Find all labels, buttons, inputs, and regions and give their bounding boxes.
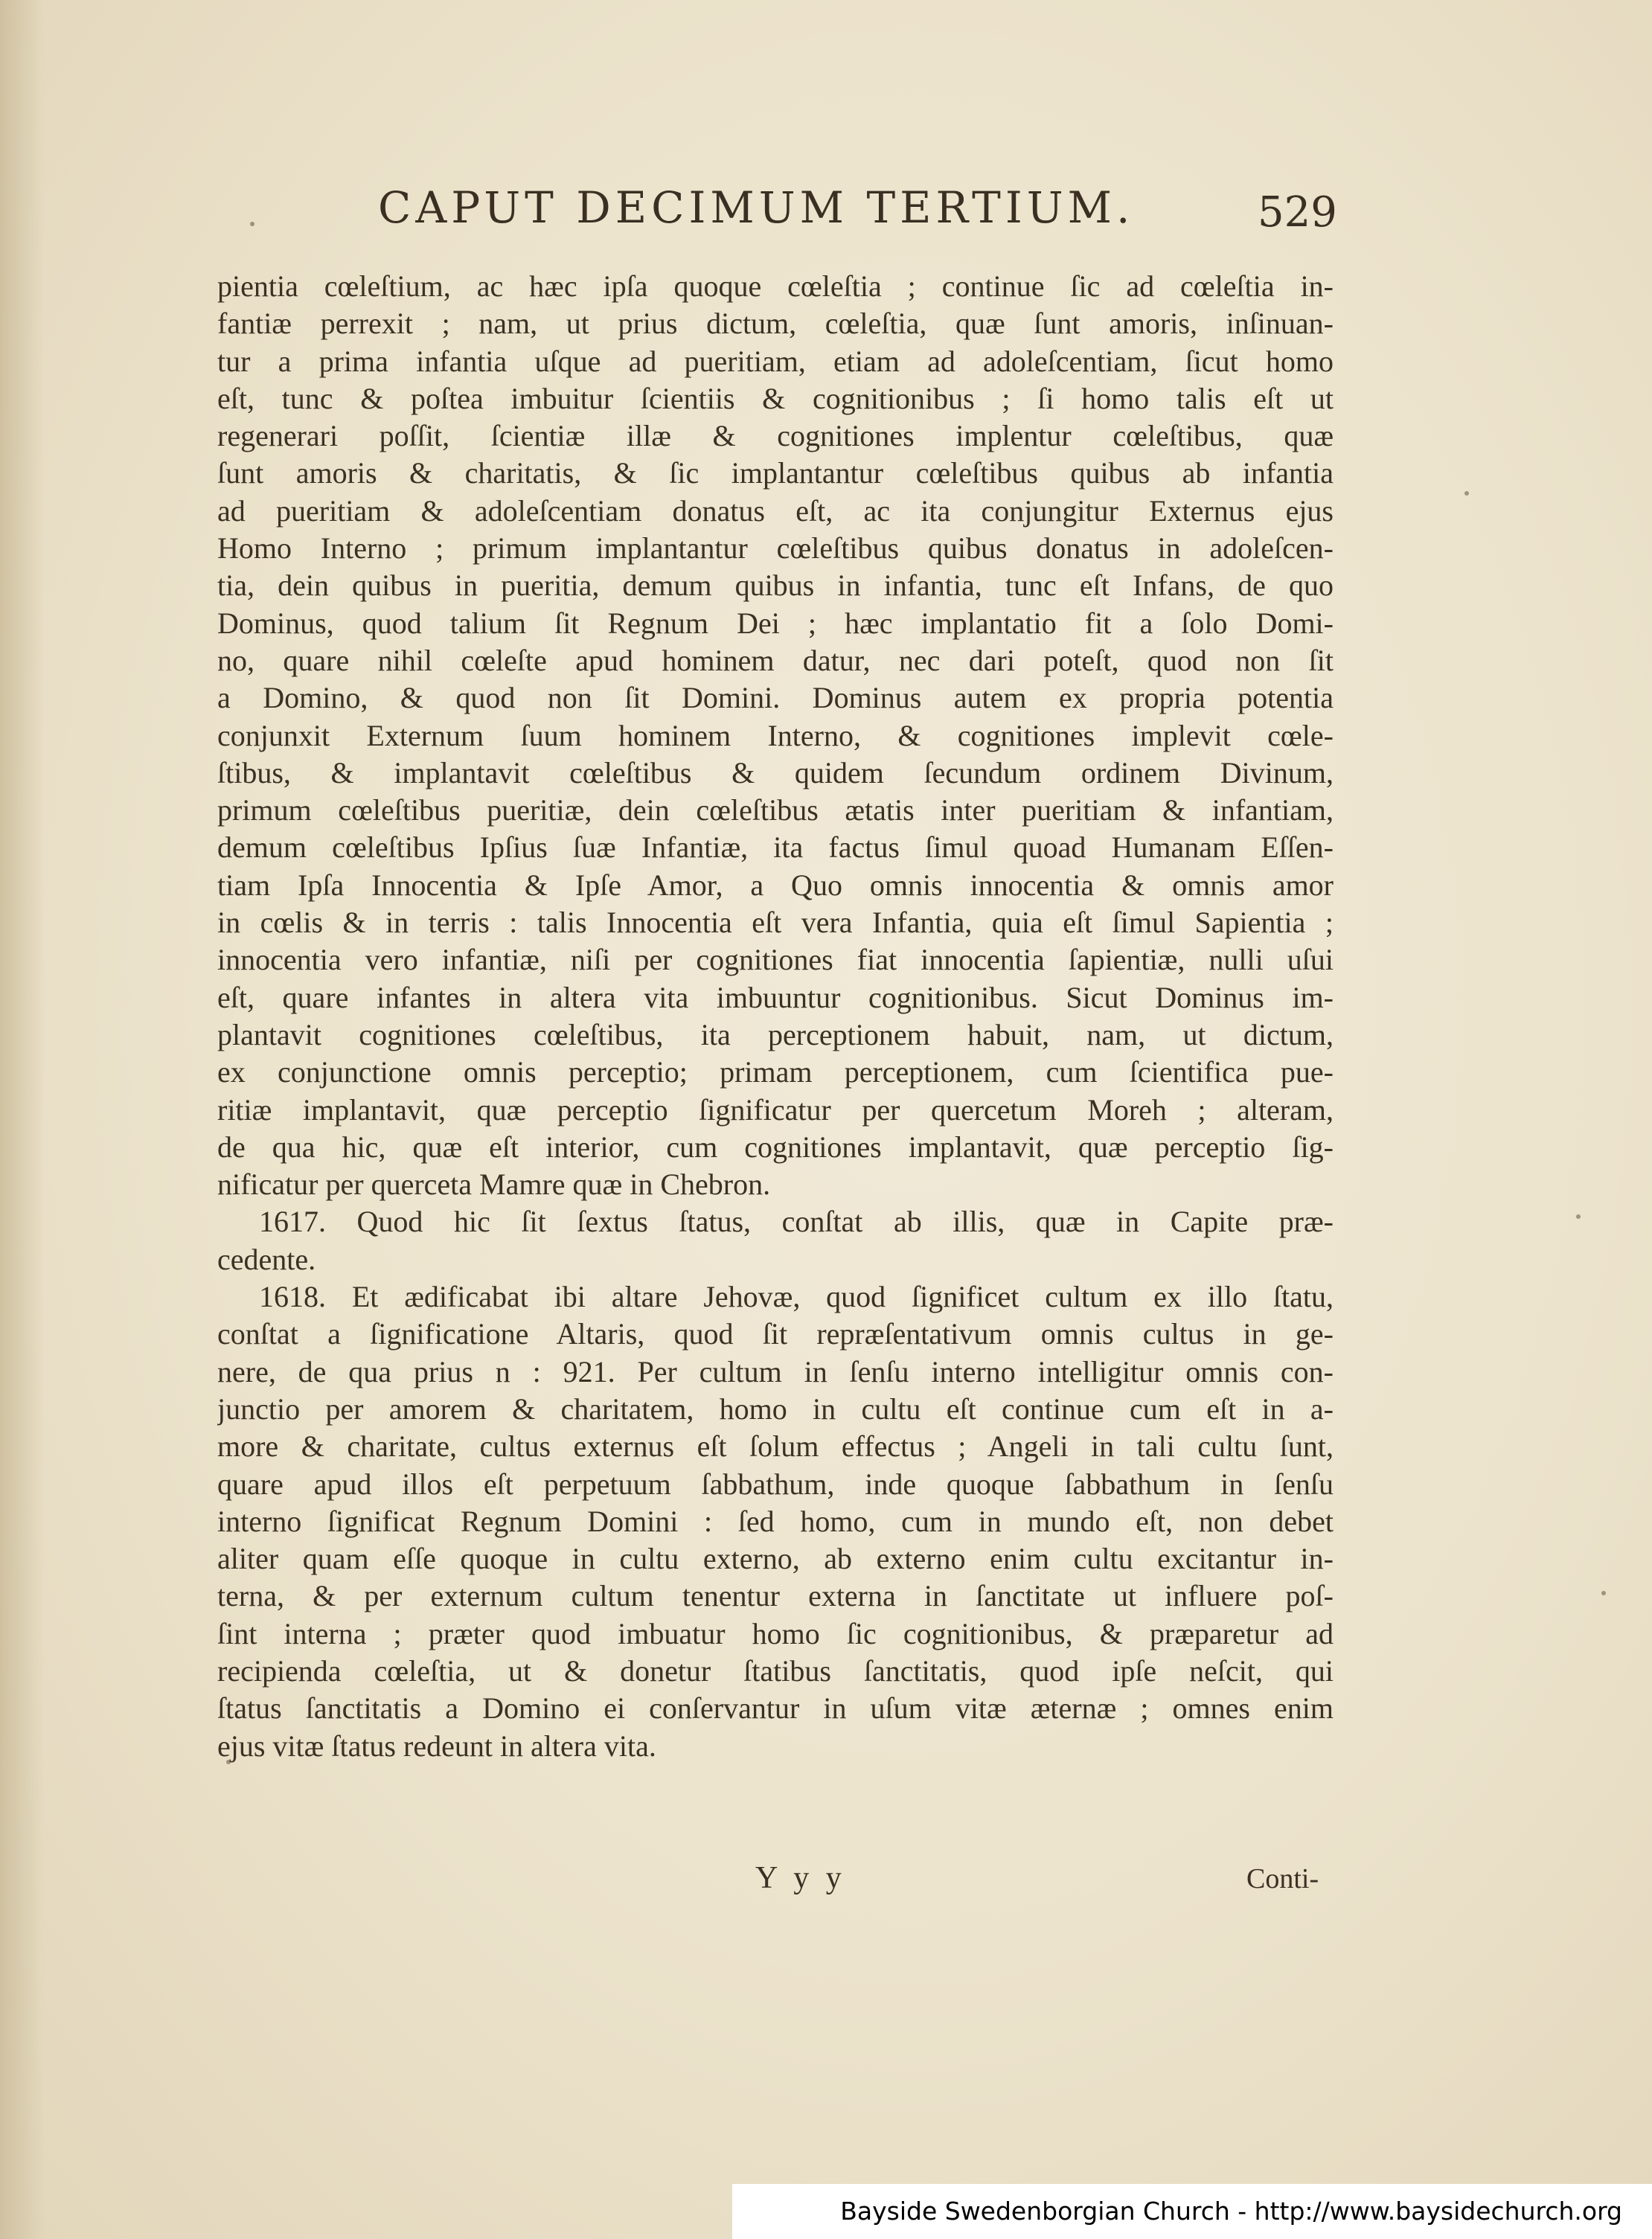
text-line: eſt, quare infantes in altera vita imbuuntur cognitionibus. Sicut Dominus im- (217, 980, 1334, 1014)
watermark-banner: Bayside Swedenborgian Church - http://www.baysidechurch.org (732, 2184, 1652, 2239)
text-line: ſint interna ; præter quod imbuatur homo ſic cognitionibus, & præparetur ad (217, 1616, 1334, 1650)
text-line: plantavit cognitiones cœleſtibus, ita perceptionem habuit, nam, ut dictum, (217, 1017, 1334, 1051)
text-line: more & charitate, cultus externus eſt ſolum effectus ; Angeli in tali cultu ſunt, (217, 1429, 1334, 1464)
text-line: demum cœleſtibus Ipſius ſuæ Infantiæ, ita factus ſimul quoad Humanam Eſſen- (217, 830, 1334, 865)
text-line: ſtibus, & implantavit cœleſtibus & quidem ſecundum ordinem Divinum, (217, 755, 1334, 789)
text-line: regenerari poſſit, ſcientiæ illæ & cognitiones implentur cœleſtibus, quæ (217, 419, 1334, 453)
text-line: conjunxit Externum ſuum hominem Interno, & cognitiones implevit cœle- (217, 718, 1334, 752)
text-line: terna, & per externum cultum tenentur externa in ſanctitate ut influere poſ- (217, 1579, 1334, 1613)
text-line: tiam Ipſa Innocentia & Ipſe Amor, a Quo omnis innocentia & omnis amor (217, 868, 1334, 902)
text-line: innocentia vero infantiæ, niſi per cognitiones fiat innocentia ſapientiæ, nulli uſui (217, 943, 1334, 977)
body-text (217, 268, 1334, 1765)
text-line: junctio per amorem & charitatem, homo in cultu eſt continue cum eſt in a- (217, 1391, 1334, 1426)
text-line: aliter quam eſſe quoque in cultu externo, ab externo enim cultu excitantur in- (217, 1542, 1334, 1576)
text-line: a Domino, & quod non ſit Domini. Dominus autem ex propria potentia (217, 681, 1334, 715)
paper-speck (1576, 1214, 1581, 1219)
paper-speck (1601, 1591, 1606, 1595)
text-line: ejus vitæ ſtatus redeunt in altera vita. (217, 1729, 656, 1763)
text-line: Dominus, quod talium ſit Regnum Dei ; hæc implantatio fit a ſolo Domi- (217, 606, 1334, 640)
text-line: tia, dein quibus in pueritia, demum quibus in infantia, tunc eſt Infans, de quo (217, 568, 1334, 603)
text-line: nere, de qua prius n : 921. Per cultum in ſenſu interno intelligitur omnis con- (217, 1354, 1334, 1388)
text-line: fantiæ perrexit ; nam, ut prius dictum, cœleſtia, quæ ſunt amoris, inſinuan- (217, 307, 1334, 341)
text-line: primum cœleſtibus pueritiæ, dein cœleſtibus ætatis inter pueritiam & infantiam, (217, 793, 1334, 827)
text-line: de qua hic, quæ eſt interior, cum cognitiones implantavit, quæ perceptio ſig- (217, 1130, 1334, 1164)
text-line: in cœlis & in terris : talis Innocentia eſt vera Infantia, quia eſt ſimul Sapientia ; (217, 906, 1334, 940)
paragraph-1618-start: 1618. Et ædificabat ibi altare Jehovæ, quod ſignificet cultum ex illo ſtatu, (259, 1280, 1334, 1314)
text-line: recipienda cœleſtia, ut & donetur ſtatibus ſanctitatis, quod ipſe neſcit, qui (217, 1653, 1334, 1688)
page-number: 529 (1258, 188, 1337, 237)
text-line: ſtatus ſanctitatis a Domino ei conſervantur in uſum vitæ æternæ ; omnes enim (217, 1691, 1334, 1726)
signature-mark: Y y y (755, 1861, 846, 1895)
text-line: nificatur per querceta Mamre quæ in Chebron. (217, 1167, 771, 1202)
text-line: ex conjunctione omnis perceptio; primam perceptionem, cum ſcientifica pue- (217, 1055, 1334, 1089)
text-line: quare apud illos eſt perpetuum ſabbathum, inde quoque ſabbathum in ſenſu (217, 1467, 1334, 1501)
paper-speck (1464, 491, 1469, 496)
text-line: tur a prima infantia uſque ad pueritiam, etiam ad adoleſcentiam, ſicut homo (217, 344, 1334, 378)
text-line: conſtat a ſignificatione Altaris, quod ſit repræſentativum omnis cultus in ge- (217, 1317, 1334, 1351)
running-head (216, 182, 1347, 249)
text-line: interno ſignificat Regnum Domini : ſed homo, cum in mundo eſt, non debet (217, 1504, 1334, 1538)
text-line: pientia cœleſtium, ac hæc ipſa quoque cœleſtia ; continue ſic ad cœleſtia in- (217, 269, 1334, 303)
binding-shadow (0, 0, 45, 2239)
catchword: Conti- (1246, 1863, 1319, 1894)
text-line: ritiæ implantavit, quæ perceptio ſignificatur per quercetum Moreh ; alteram, (217, 1092, 1334, 1127)
text-line: eſt, tunc & poſtea imbuitur ſcientiis & cognitionibus ; ſi homo talis eſt ut (217, 381, 1334, 415)
text-line: ſunt amoris & charitatis, & ſic implantantur cœleſtibus quibus ab infantia (217, 456, 1334, 490)
text-line: Homo Interno ; primum implantantur cœleſtibus quibus donatus in adoleſcen- (217, 531, 1334, 566)
text-line: ad pueritiam & adoleſcentiam donatus eſt, ac ita conjungitur Externus ejus (217, 493, 1334, 528)
text-line: cedente. (217, 1242, 316, 1276)
paragraph-1617-start: 1617. Quod hic ſit ſextus ſtatus, conſtat ab illis, quæ in Capite præ- (259, 1205, 1334, 1239)
text-line: no, quare nihil cœleſte apud hominem datur, nec dari poteſt, quod non ſit (217, 643, 1334, 677)
running-title: CAPUT DECIMUM TERTIUM. (378, 182, 1135, 233)
